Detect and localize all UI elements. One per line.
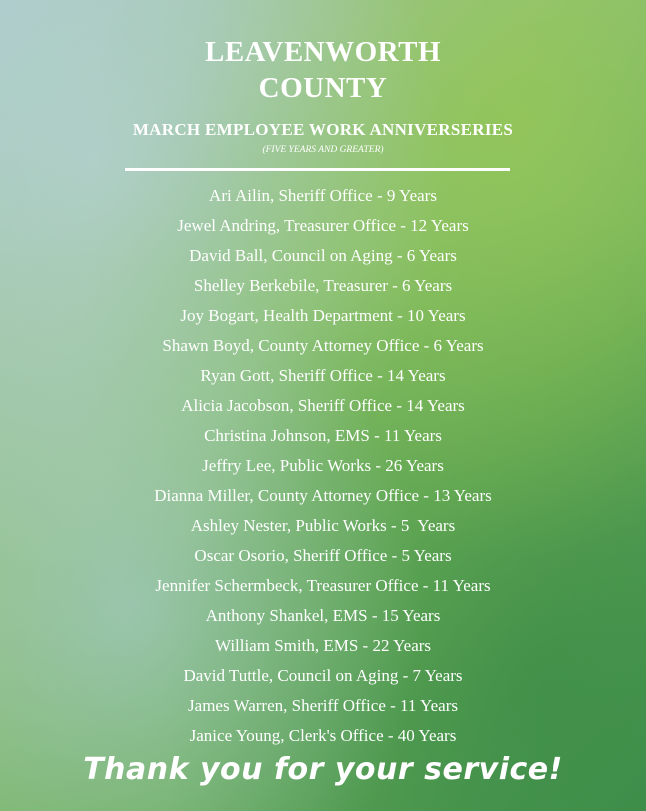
- poster-subtitle: MARCH EMPLOYEE WORK ANNIVERSERIES: [132, 120, 514, 139]
- list-item: David Ball, Council on Aging - 6 Years: [189, 246, 457, 265]
- list-item: Ashley Nester, Public Works - 5 Years: [190, 516, 456, 535]
- thank-you-message: Thank you for your service!: [83, 752, 563, 787]
- list-item: James Warren, Sheriff Office - 11 Years: [188, 696, 458, 715]
- list-item: Alicia Jacobson, Sheriff Office - 14 Years: [181, 396, 465, 415]
- poster-title: [0, 34, 646, 106]
- list-item: Christina Johnson, EMS - 11 Years: [204, 426, 442, 445]
- list-item: Oscar Osorio, Sheriff Office - 5 Years: [194, 546, 452, 565]
- list-item: William Smith, EMS - 22 Years: [214, 636, 432, 655]
- list-item: Anthony Shankel, EMS - 15 Years: [205, 606, 441, 625]
- list-item: Jewel Andring, Treasurer Office - 12 Years: [177, 216, 469, 235]
- divider-line: [125, 168, 510, 171]
- list-item: Jeffry Lee, Public Works - 26 Years: [202, 456, 444, 475]
- eligibility-note: (FIVE YEARS AND GREATER): [262, 145, 384, 155]
- title-line-1: LEAVENWORTH: [205, 36, 441, 68]
- list-item: David Tuttle, Council on Aging - 7 Years: [183, 666, 463, 685]
- list-item: Shelley Berkebile, Treasurer - 6 Years: [193, 276, 453, 295]
- list-item: Dianna Miller, County Attorney Office - 13 Years: [154, 486, 492, 505]
- list-item: Shawn Boyd, County Attorney Office - 6 Years: [162, 336, 484, 355]
- title-line-2: COUNTY: [258, 72, 388, 104]
- list-item: Janice Young, Clerk's Office - 40 Years: [189, 726, 457, 745]
- employee-list: [0, 181, 646, 751]
- list-item: Ari Ailin, Sheriff Office - 9 Years: [209, 186, 437, 205]
- list-item: Ryan Gott, Sheriff Office - 14 Years: [200, 366, 446, 385]
- list-item: Jennifer Schermbeck, Treasurer Office - 11 Years: [155, 576, 491, 595]
- list-item: Joy Bogart, Health Department - 10 Years: [180, 306, 466, 325]
